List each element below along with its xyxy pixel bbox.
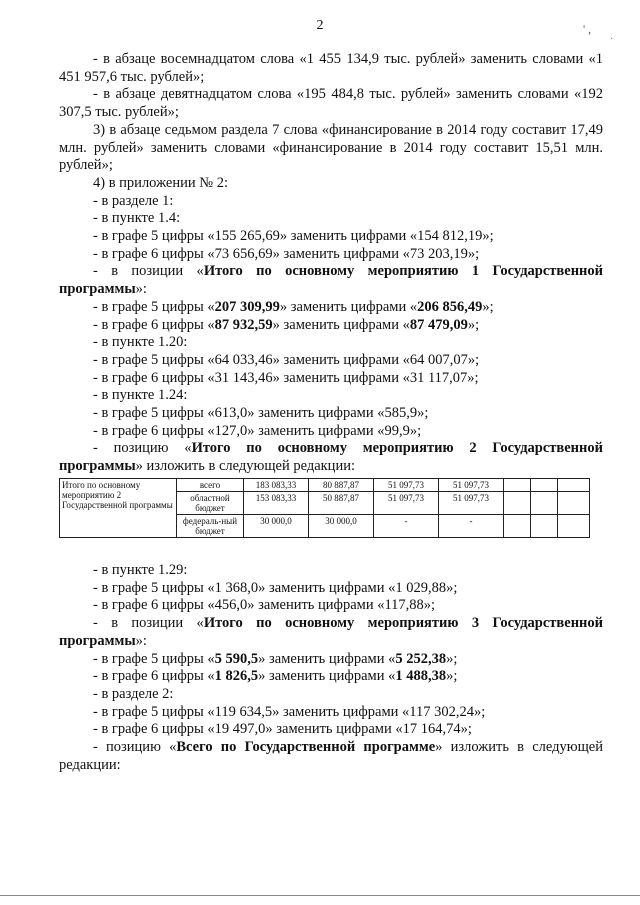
paragraph-text: - в позиции «: [93, 263, 204, 280]
table-cell-empty: [558, 515, 590, 538]
paragraph: - в разделе 2:: [93, 685, 174, 702]
table-cell-empty: [531, 492, 558, 515]
page-bottom-rule: [0, 895, 640, 896]
table-cell-value: 153 083,33: [244, 492, 309, 515]
page-number: 2: [316, 18, 324, 33]
table-cell-value: -: [439, 515, 504, 538]
paragraph: [59, 263, 603, 298]
table-cell-value: 51 097,73: [439, 479, 504, 492]
paragraph: [59, 739, 603, 774]
paragraph: - в графе 6 цифры «127,0» заменить цифрами «99,9»;: [93, 422, 422, 439]
paragraph: - в графе 5 цифры «613,0» заменить цифрами «585,9»;: [93, 405, 429, 422]
table-cell-value: 51 097,73: [439, 492, 504, 515]
table-name-cell: Итого по основному мероприятию 2 Государственной программы: [60, 479, 177, 538]
paragraph: [59, 299, 603, 317]
paragraph-text: » изложить в следующей редакции:: [59, 739, 603, 773]
paragraph-text: »;: [446, 668, 458, 685]
amendment-text-bottom: [59, 562, 603, 774]
table-cell-value: 50 887,87: [309, 492, 374, 515]
table-cell-empty: [531, 515, 558, 538]
table-cell-empty: [558, 479, 590, 492]
paragraph: - в пункте 1.20:: [93, 334, 188, 351]
scan-dot: ·: [610, 34, 614, 45]
paragraph: [59, 440, 603, 475]
paragraph: - в абзаце восемнадцатом слова «1 455 134,9 тыс. рублей» заменить словами «1 451 957,6 тыс. рублей»;: [59, 51, 603, 85]
scan-mark: ' ,: [583, 22, 592, 36]
paragraph: 4) в приложении № 2:: [93, 174, 228, 191]
paragraph: - в графе 5 цифры «64 033,46» заменить цифрами «64 007,07»;: [93, 351, 480, 368]
paragraph-text: »;: [482, 298, 494, 315]
bold-number: 1 826,5: [214, 668, 259, 685]
bold-number: 87 479,09: [409, 316, 468, 333]
table-cell-value: 51 097,73: [374, 479, 439, 492]
paragraph-text: » заменить цифрами «: [272, 316, 410, 333]
paragraph: [59, 317, 603, 335]
table-cell-value: 30 000,0: [309, 515, 374, 538]
paragraph-text: - в позиции «: [93, 615, 204, 632]
paragraph: - в графе 6 цифры «31 143,46» заменить цифрами «31 117,07»;: [93, 369, 479, 386]
paragraph-text: » изложить в следующей редакции:: [135, 458, 355, 475]
table-cell-empty: [504, 515, 531, 538]
paragraph: - в графе 5 цифры «119 634,5» заменить цифрами «117 302,24»;: [93, 703, 486, 720]
paragraph: - в графе 6 цифры «456,0» заменить цифрами «117,88»;: [93, 597, 436, 614]
table-cell-empty: [558, 492, 590, 515]
paragraph-text: »:: [135, 281, 147, 298]
table-cell-source: областной бюджет: [177, 492, 244, 515]
paragraph: - в графе 6 цифры «73 656,69» заменить цифрами «73 203,19»;: [93, 245, 480, 262]
bold-text: Итого по основному мероприятию 1 Государственной программы: [59, 263, 604, 298]
table-cell-value: 183 083,33: [244, 479, 309, 492]
paragraph-text: » заменить цифрами «: [258, 650, 396, 667]
paragraph: - в абзаце девятнадцатом слова «195 484,8 тыс. рублей» заменить словами «192 307,5 тыс. рублей»;: [59, 86, 603, 121]
table-cell-value: 80 887,87: [309, 479, 374, 492]
paragraph: - в пункте 1.24:: [93, 387, 188, 404]
table-cell-empty: [504, 492, 531, 515]
table-cell-empty: [531, 479, 558, 492]
budget-table-wrapper: [59, 478, 590, 538]
paragraph-text: - в графе 6 цифры «: [93, 316, 215, 333]
budget-table: [59, 478, 590, 538]
table-cell-value: -: [374, 515, 439, 538]
bold-text: Всего по Государственной программе: [176, 739, 436, 756]
table-cell-value: 51 097,73: [374, 492, 439, 515]
paragraph: [59, 615, 603, 650]
amendment-text-top: [59, 51, 603, 476]
paragraph: [59, 668, 603, 686]
paragraph: - в графе 5 цифры «1 368,0» заменить цифрами «1 029,88»;: [93, 579, 458, 596]
paragraph: - в графе 6 цифры «19 497,0» заменить цифрами «17 164,74»;: [93, 721, 472, 738]
paragraph-text: »:: [135, 632, 147, 649]
paragraph: - в пункте 1.29:: [93, 562, 188, 578]
paragraph-text: - в графе 5 цифры «: [93, 298, 215, 315]
table-row: [60, 479, 590, 492]
paragraph: - в разделе 1:: [93, 192, 174, 209]
bold-text: Итого по основному мероприятию 3 Государственной программы: [59, 615, 604, 649]
paragraph: [59, 651, 603, 669]
paragraph: - в графе 5 цифры «155 265,69» заменить цифрами «154 812,19»;: [93, 228, 494, 245]
paragraph: 3) в абзаце седьмом раздела 7 слова «финансирование в 2014 году составит 17,49 млн. рублей» заменить словами «финансирование в 2014 году составит 15,51 млн. рублей»;: [59, 121, 603, 174]
paragraph-text: - в графе 5 цифры «: [93, 650, 215, 667]
table-cell-source: всего: [177, 479, 244, 492]
paragraph-text: »;: [446, 650, 458, 667]
table-cell-source: федераль-ный бюджет: [177, 515, 244, 538]
paragraph-text: »;: [467, 316, 480, 333]
bold-number: 1 488,38: [395, 668, 447, 685]
paragraph-text: » заменить цифрами «: [258, 668, 396, 685]
paragraph-text: - позицию «: [93, 739, 177, 756]
paragraph-text: - позицию «: [93, 440, 192, 457]
bold-number: 206 856,49: [417, 298, 483, 315]
bold-number: 5 590,5: [214, 650, 259, 667]
paragraph-text: » заменить цифрами «: [279, 298, 418, 315]
paragraph-text: - в графе 6 цифры «: [93, 668, 215, 685]
bold-number: 5 252,38: [395, 650, 447, 667]
bold-number: 207 309,99: [214, 298, 280, 315]
table-cell-value: 30 000,0: [244, 515, 309, 538]
bold-number: 87 932,59: [214, 316, 273, 333]
bold-text: Итого по основному мероприятию 2 Государственной программы: [59, 440, 603, 475]
table-cell-empty: [504, 479, 531, 492]
paragraph: - в пункте 1.4:: [93, 210, 181, 227]
